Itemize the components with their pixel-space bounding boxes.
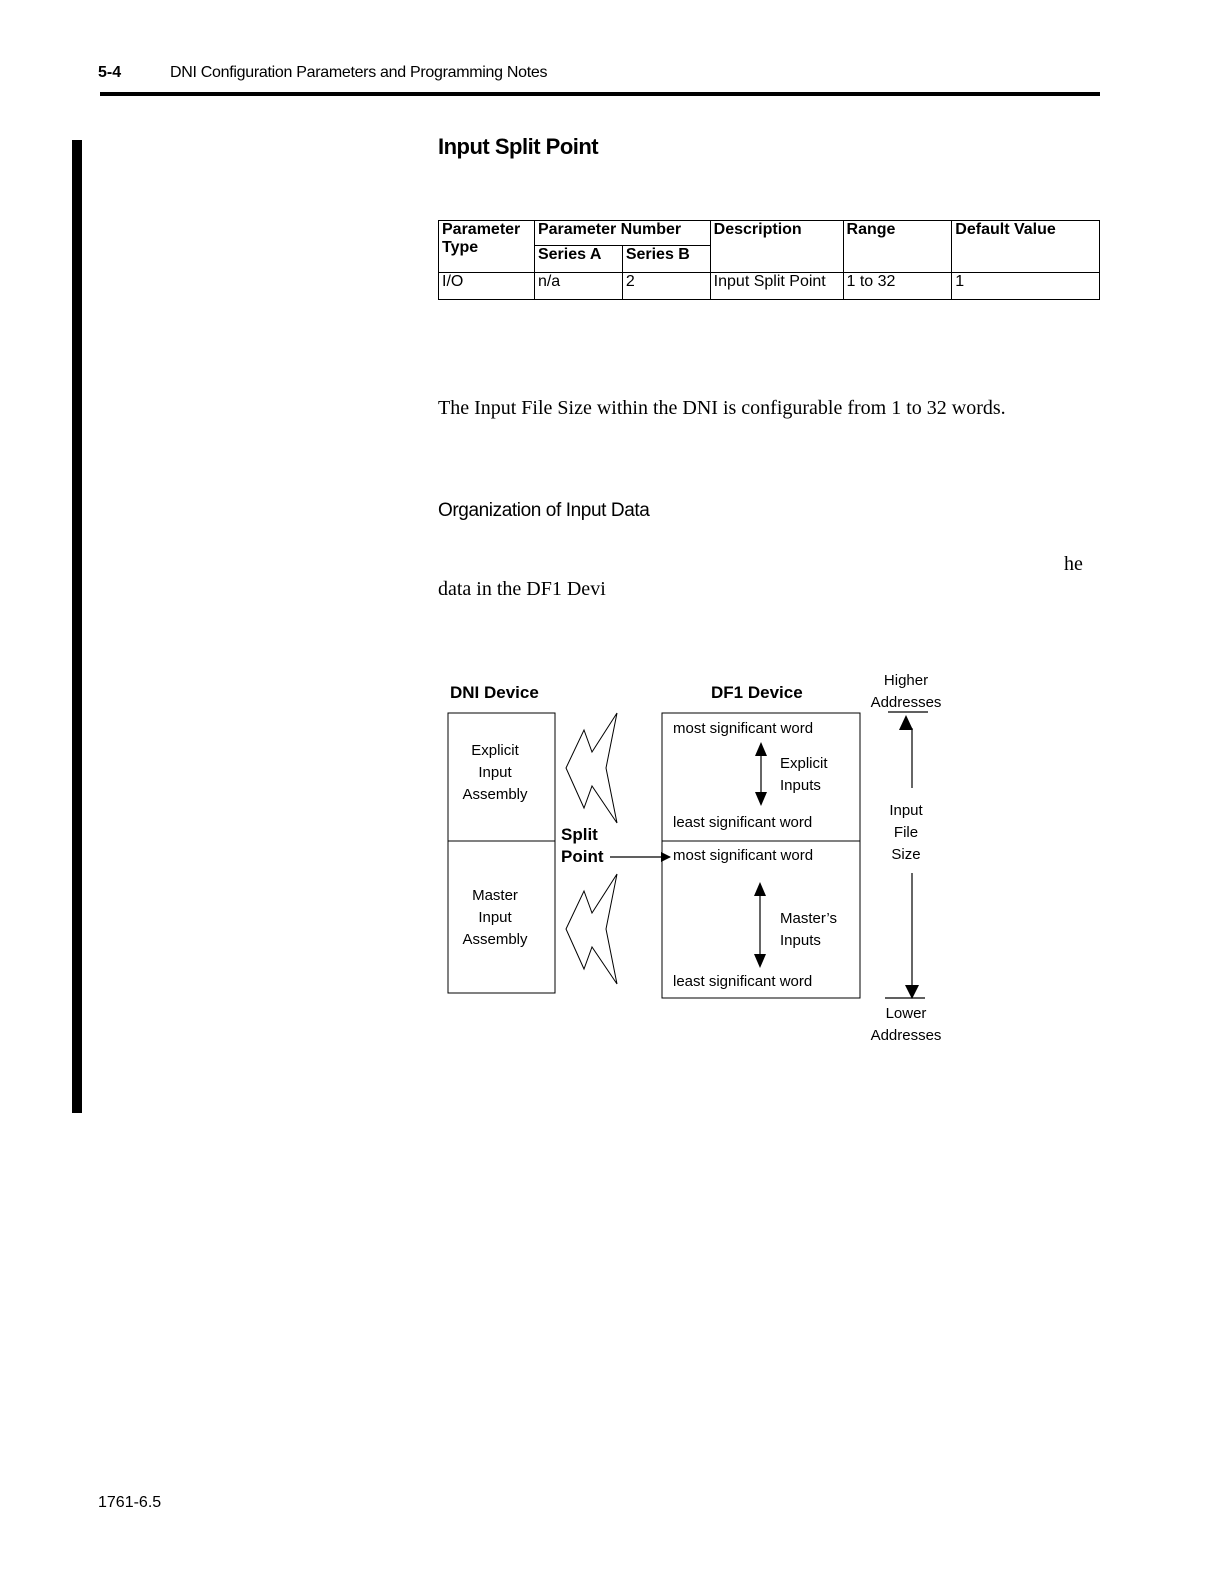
- input-file-size-label-2: File: [893, 824, 919, 841]
- explicit-assembly-label-2: Input: [478, 764, 512, 781]
- explicit-assembly-label-1: Explicit: [471, 742, 519, 759]
- lower-addresses-label-2: Addresses: [870, 1027, 942, 1044]
- publication-number: 1761-6.5: [98, 1494, 162, 1511]
- explicit-inputs-label-2: Inputs: [780, 777, 821, 794]
- header-description: Description: [710, 221, 843, 273]
- split-point-label-2: Point: [561, 847, 604, 866]
- master-transfer-arrow-icon: [566, 874, 617, 984]
- text-fragment: data in the DF1 Devi: [438, 578, 606, 600]
- header-parameter-number: Parameter Number: [534, 221, 710, 246]
- cell-type: I/O: [439, 273, 535, 300]
- page-number: 5-4: [98, 64, 122, 81]
- up-arrow-icon: [755, 742, 767, 756]
- input-file-size-label-3: Size: [891, 846, 921, 863]
- cell-description: Input Split Point: [710, 273, 843, 300]
- higher-addresses-label-2: Addresses: [870, 694, 942, 711]
- df1-device-title: DF1 Device: [711, 683, 803, 702]
- subheading: Organization of Input Data: [438, 500, 650, 521]
- input-file-size-label-1: Input: [889, 802, 923, 819]
- down-arrow-icon: [905, 985, 919, 999]
- masters-inputs-label-2: Inputs: [780, 932, 821, 949]
- cell-range: 1 to 32: [843, 273, 952, 300]
- body-paragraph: The Input File Size within the DNI is configurable from 1 to 32 words.: [438, 397, 1006, 419]
- higher-addresses-label-1: Higher: [883, 672, 929, 689]
- up-arrow-icon: [899, 715, 913, 730]
- cell-series-b: 2: [622, 273, 710, 300]
- table-row: [439, 273, 1100, 300]
- down-arrow-icon: [754, 954, 766, 968]
- parameter-table: [438, 220, 1100, 300]
- header-rule: [100, 92, 1100, 96]
- change-bar: [72, 140, 82, 1113]
- header-parameter-type: Parameter Type: [439, 221, 535, 273]
- input-data-organization-diagram: [430, 660, 970, 1060]
- section-title: Input Split Point: [438, 134, 599, 159]
- text-fragment: he: [1064, 553, 1083, 575]
- up-arrow-icon: [754, 882, 766, 896]
- master-assembly-label-2: Input: [478, 909, 512, 926]
- msw-label-explicit: most significant word: [673, 720, 814, 737]
- lsw-label-master: least significant word: [673, 973, 813, 990]
- running-title: DNI Configuration Parameters and Programming Notes: [170, 64, 548, 81]
- header-range: Range: [843, 221, 952, 273]
- header-series-a: Series A: [534, 246, 622, 273]
- cell-default: 1: [952, 273, 1100, 300]
- lsw-label-explicit: least significant word: [673, 814, 813, 831]
- dni-device-title: DNI Device: [450, 683, 539, 702]
- header-series-b: Series B: [622, 246, 710, 273]
- split-point-label-1: Split: [561, 825, 598, 844]
- master-assembly-label-1: Master: [472, 887, 518, 904]
- msw-label-master: most significant word: [673, 847, 814, 864]
- header-default-value: Default Value: [952, 221, 1100, 273]
- cell-series-a: n/a: [534, 273, 622, 300]
- lower-addresses-label-1: Lower: [885, 1005, 927, 1022]
- explicit-assembly-label-3: Assembly: [462, 786, 528, 803]
- explicit-inputs-label-1: Explicit: [780, 755, 828, 772]
- explicit-transfer-arrow-icon: [566, 713, 617, 823]
- down-arrow-icon: [755, 792, 767, 806]
- masters-inputs-label-1: Master’s: [780, 910, 837, 927]
- master-assembly-label-3: Assembly: [462, 931, 528, 948]
